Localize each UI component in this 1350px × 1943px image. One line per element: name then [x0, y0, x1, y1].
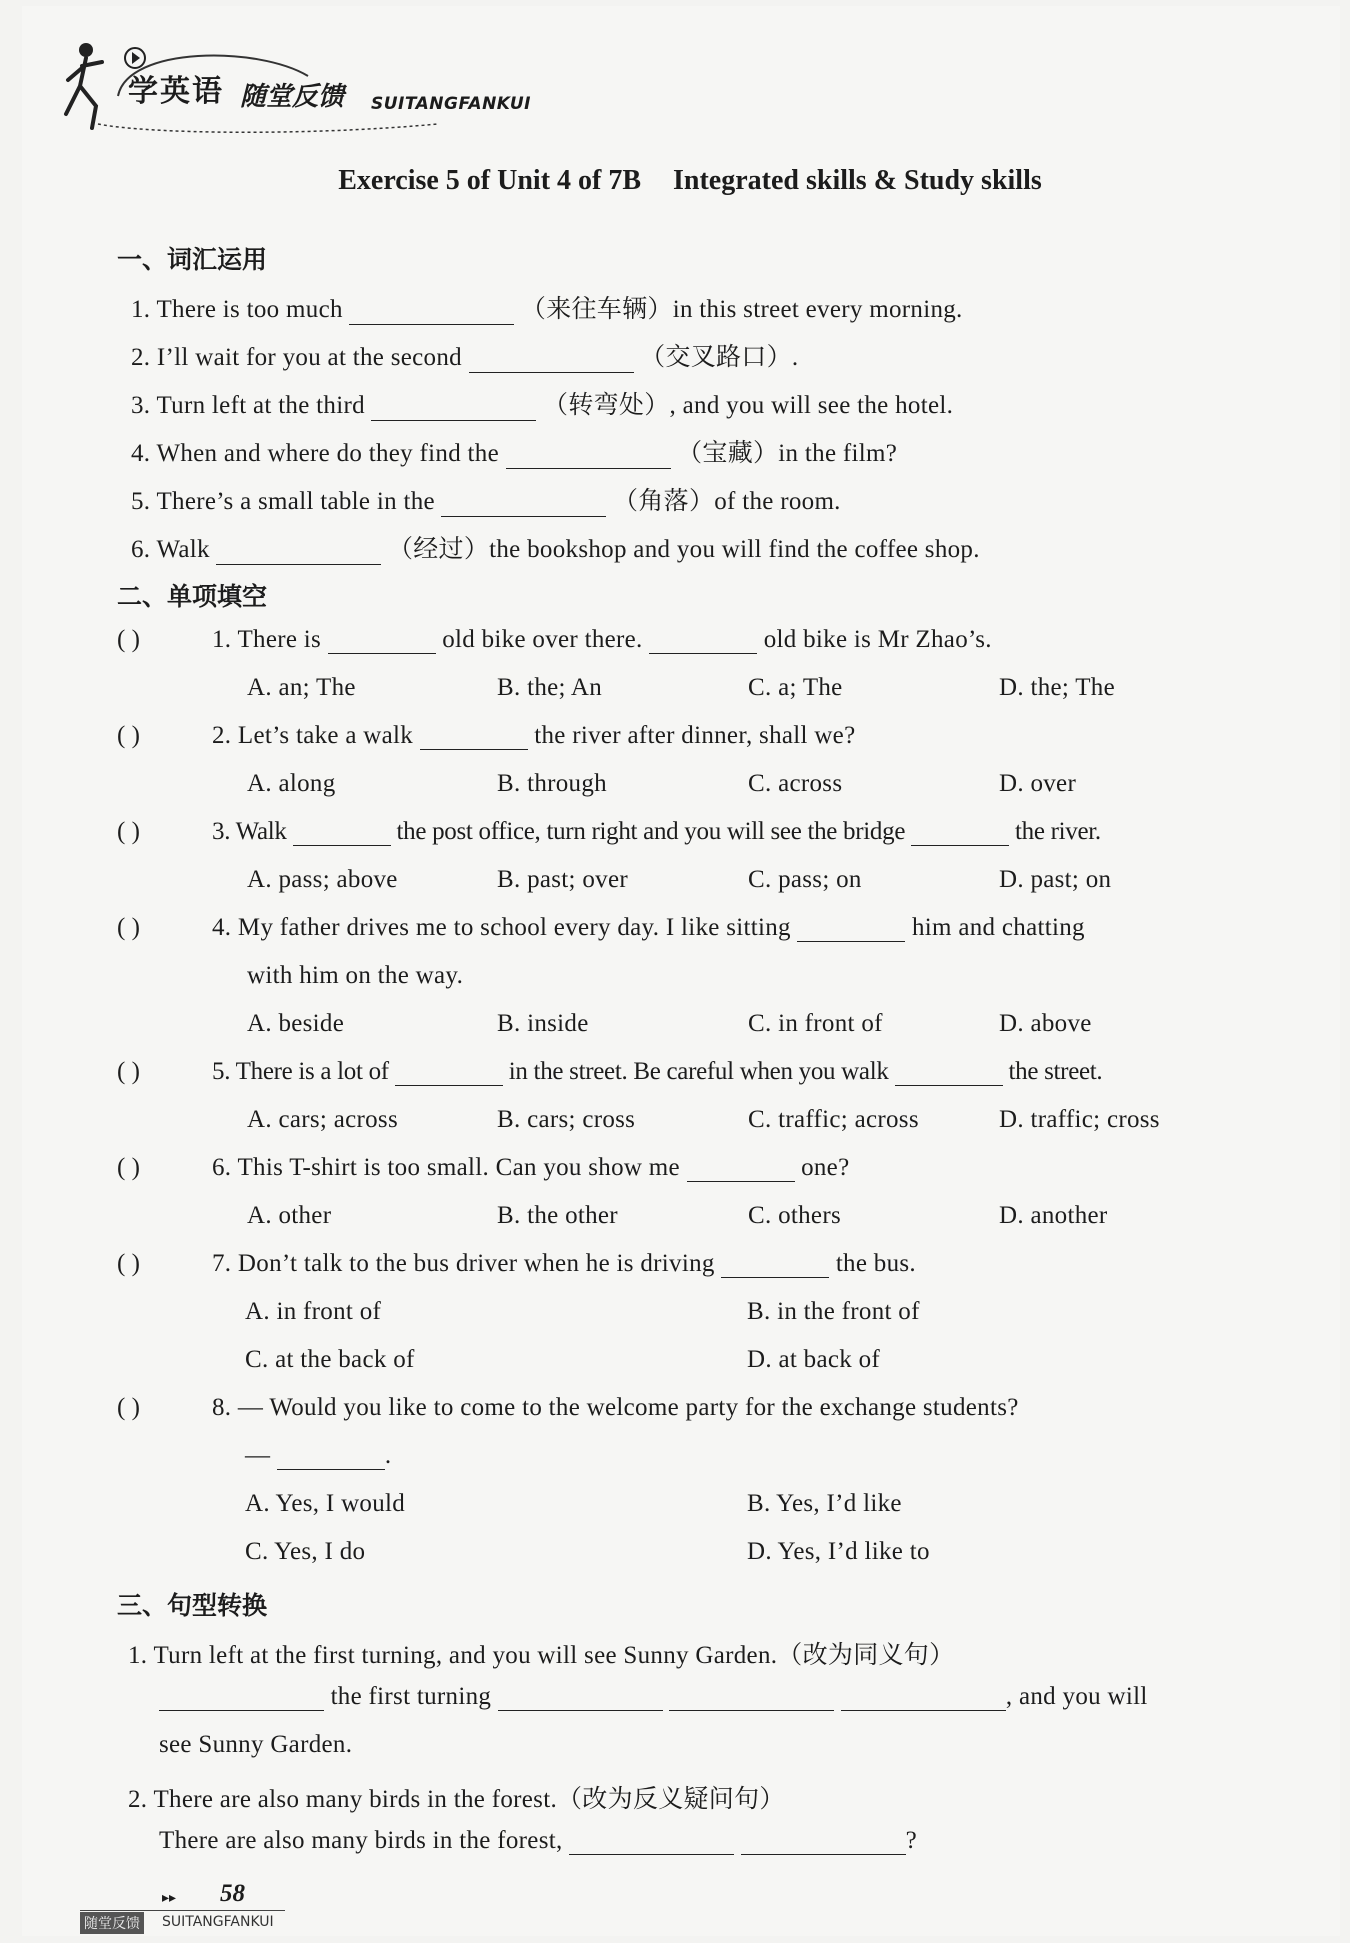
vocab-item-1: 1. There is too much （来往车辆）in this street every morning. — [131, 296, 963, 323]
option-c[interactable]: C. a; The — [748, 674, 843, 701]
answer-blank[interactable] — [797, 915, 905, 942]
answer-paren[interactable]: ( ) — [117, 1394, 140, 1421]
answer-blank[interactable] — [349, 298, 514, 325]
mc-question-5: 5. There is a lot of in the street. Be careful when you walk the street. — [212, 1058, 1103, 1085]
option-c[interactable]: C. pass; on — [748, 866, 862, 893]
mc-question-7: 7. Don’t talk to the bus driver when he is driving the bus. — [212, 1250, 916, 1277]
mc-question-6: 6. This T-shirt is too small. Can you show me one? — [212, 1154, 850, 1181]
answer-blank[interactable] — [216, 538, 381, 565]
option-b[interactable]: B. in the front of — [747, 1298, 920, 1325]
answer-blank[interactable] — [371, 394, 536, 421]
option-c[interactable]: C. Yes, I do — [245, 1538, 366, 1565]
option-c[interactable]: C. at the back of — [245, 1346, 415, 1373]
mc-question-2: 2. Let’s take a walk the river after dinner, shall we? — [212, 722, 856, 749]
option-d[interactable]: D. over — [999, 770, 1077, 797]
option-a[interactable]: A. an; The — [247, 674, 356, 701]
answer-blank[interactable] — [841, 1684, 1006, 1711]
option-d[interactable]: D. another — [999, 1202, 1108, 1229]
section-2-heading: 二、单项填空 — [117, 582, 268, 611]
answer-paren[interactable]: ( ) — [117, 1058, 140, 1085]
footer-divider — [80, 1910, 285, 1911]
answer-paren[interactable]: ( ) — [117, 626, 140, 653]
answer-blank[interactable] — [569, 1828, 734, 1855]
transform-question-2: 2. There are also many birds in the forest.（改为反义疑问句） — [128, 1786, 785, 1813]
header-logo — [58, 28, 578, 138]
vocab-item-6: 6. Walk （经过）the bookshop and you will find the coffee shop. — [131, 536, 980, 563]
answer-paren[interactable]: ( ) — [117, 1250, 140, 1277]
option-a[interactable]: A. in front of — [245, 1298, 382, 1325]
mc-question-8-reply: — . — [245, 1442, 392, 1469]
section-1-heading: 一、词汇运用 — [117, 245, 268, 274]
answer-blank[interactable] — [328, 627, 436, 654]
footer-arrow-icon: ▸▸ — [162, 1890, 177, 1906]
mc-question-3: 3. Walk the post office, turn right and you will see the bridge the river. — [212, 818, 1101, 845]
option-a[interactable]: A. other — [247, 1202, 332, 1229]
option-d[interactable]: D. above — [999, 1010, 1092, 1037]
title-left: Exercise 5 of Unit 4 of 7B — [338, 165, 642, 196]
vocab-item-5: 5. There’s a small table in the （角落）of the room. — [131, 488, 841, 515]
answer-blank[interactable] — [506, 442, 671, 469]
vocab-item-2: 2. I’ll wait for you at the second （交叉路口）. — [131, 344, 799, 371]
answer-blank[interactable] — [741, 1828, 906, 1855]
transform-answer-1-cont: see Sunny Garden. — [159, 1731, 353, 1758]
option-d[interactable]: D. at back of — [747, 1346, 881, 1373]
option-b[interactable]: B. the; An — [497, 674, 603, 701]
answer-blank[interactable] — [687, 1155, 795, 1182]
vocab-item-4: 4. When and where do they find the （宝藏）in the film? — [131, 440, 898, 467]
mc-question-4: 4. My father drives me to school every day. I like sitting him and chatting — [212, 914, 1085, 941]
option-d[interactable]: D. Yes, I’d like to — [747, 1538, 930, 1565]
answer-blank[interactable] — [669, 1684, 834, 1711]
exercise-title — [0, 165, 1350, 197]
option-c[interactable]: C. traffic; across — [748, 1106, 919, 1133]
answer-blank[interactable] — [277, 1443, 385, 1470]
answer-blank[interactable] — [395, 1059, 503, 1086]
mc-question-4-cont: with him on the way. — [247, 962, 464, 989]
footer-tag: 随堂反馈 — [80, 1912, 144, 1934]
vocab-item-3: 3. Turn left at the third （转弯处）, and you will see the hotel. — [131, 392, 954, 419]
answer-blank[interactable] — [649, 627, 757, 654]
option-b[interactable]: B. inside — [497, 1010, 589, 1037]
option-b[interactable]: B. past; over — [497, 866, 628, 893]
option-a[interactable]: A. pass; above — [247, 866, 398, 893]
option-a[interactable]: A. Yes, I would — [245, 1490, 406, 1517]
answer-paren[interactable]: ( ) — [117, 722, 140, 749]
option-c[interactable]: C. others — [748, 1202, 841, 1229]
brand-subtitle-en: SUITANGFANKUI — [371, 94, 531, 114]
transform-answer-1: the first turning , and you will — [159, 1683, 1148, 1711]
option-b[interactable]: B. through — [497, 770, 607, 797]
transform-answer-2: There are also many birds in the forest, ? — [159, 1827, 918, 1854]
answer-blank[interactable] — [293, 819, 391, 846]
option-b[interactable]: B. the other — [497, 1202, 618, 1229]
option-d[interactable]: D. traffic; cross — [999, 1106, 1160, 1133]
option-a[interactable]: A. cars; across — [247, 1106, 398, 1133]
option-a[interactable]: A. beside — [247, 1010, 345, 1037]
transform-question-1: 1. Turn left at the first turning, and you will see Sunny Garden.（改为同义句） — [128, 1642, 955, 1669]
answer-paren[interactable]: ( ) — [117, 818, 140, 845]
option-c[interactable]: C. across — [748, 770, 843, 797]
option-b[interactable]: B. cars; cross — [497, 1106, 636, 1133]
answer-blank[interactable] — [420, 723, 528, 750]
answer-blank[interactable] — [498, 1684, 663, 1711]
option-c[interactable]: C. in front of — [748, 1010, 883, 1037]
answer-blank[interactable] — [441, 490, 606, 517]
option-b[interactable]: B. Yes, I’d like — [747, 1490, 902, 1517]
title-right: Integrated skills & Study skills — [673, 165, 1042, 196]
answer-blank[interactable] — [159, 1684, 324, 1711]
section-3-heading: 三、句型转换 — [117, 1591, 268, 1620]
option-d[interactable]: D. the; The — [999, 674, 1116, 701]
answer-paren[interactable]: ( ) — [117, 1154, 140, 1181]
page-number: 58 — [220, 1880, 245, 1907]
footer-brand-en: SUITANGFANKUI — [162, 1914, 274, 1930]
answer-blank[interactable] — [895, 1059, 1003, 1086]
brand-title-cn: 学英语 — [128, 74, 224, 109]
mc-question-1: 1. There is old bike over there. old bike is Mr Zhao’s. — [212, 626, 992, 653]
answer-blank[interactable] — [469, 346, 634, 373]
option-d[interactable]: D. past; on — [999, 866, 1112, 893]
answer-blank[interactable] — [721, 1251, 829, 1278]
brand-subtitle-cn: 随堂反馈 — [240, 82, 345, 112]
answer-blank[interactable] — [911, 819, 1009, 846]
option-a[interactable]: A. along — [247, 770, 336, 797]
mc-question-8: 8. — Would you like to come to the welcome party for the exchange students? — [212, 1394, 1019, 1421]
answer-paren[interactable]: ( ) — [117, 914, 140, 941]
